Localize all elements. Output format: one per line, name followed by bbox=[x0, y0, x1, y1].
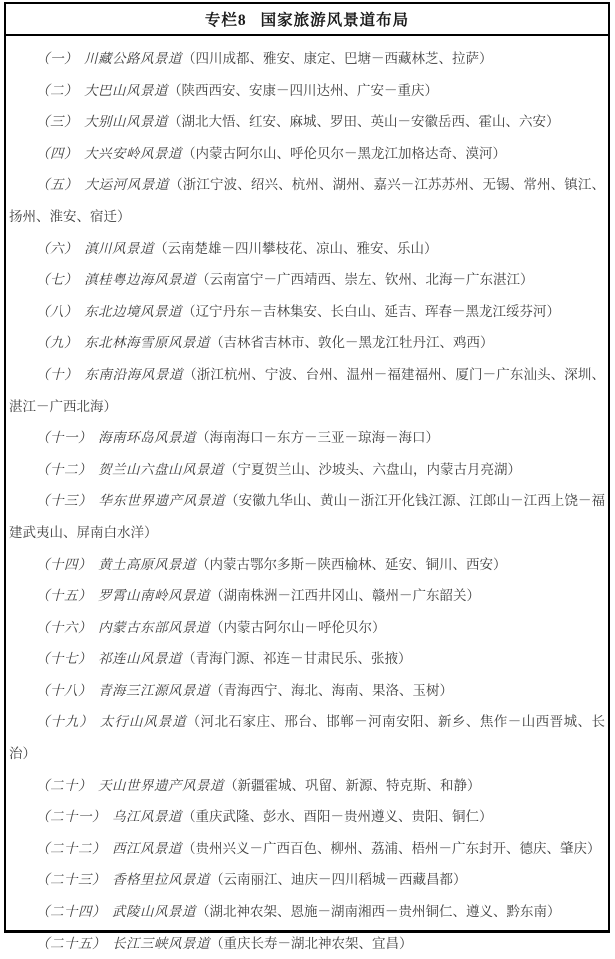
entry-byway-name: 海南环岛风景道 bbox=[98, 430, 197, 446]
entry-number: （二十一） bbox=[36, 809, 106, 825]
entry-route-text: （陕西西安、安康－四川达州、广安－重庆） bbox=[168, 82, 439, 98]
entry-row bbox=[9, 580, 605, 612]
entry-row bbox=[9, 770, 605, 802]
entry-route-text: （内蒙古阿尔山－呼伦贝尔） bbox=[210, 619, 386, 635]
entry-byway-name: 武陵山风景道 bbox=[112, 904, 197, 920]
entry-route-text: （湖南株洲－江西井冈山、赣州－广东韶关） bbox=[210, 588, 481, 604]
entry-route-text: （内蒙古阿尔山、呼伦贝尔－黑龙江加格达奇、漠河） bbox=[182, 145, 507, 161]
entry-number: （十九） bbox=[36, 714, 94, 730]
entry-row bbox=[9, 706, 605, 769]
entry-row bbox=[9, 264, 605, 296]
entry-route-text: （重庆武隆、彭水、酉阳－贵州遵义、贵阳、铜仁） bbox=[182, 809, 493, 825]
entry-number: （十六） bbox=[36, 619, 92, 635]
entry-number: （十二） bbox=[36, 461, 92, 477]
entry-row bbox=[9, 549, 605, 581]
entry-byway-name: 东北边境风景道 bbox=[84, 303, 183, 319]
entry-row bbox=[9, 359, 605, 422]
entry-route-text: （新疆霍城、巩留、新源、特克斯、和静） bbox=[224, 777, 481, 793]
entry-byway-name: 祁连山风景道 bbox=[98, 651, 183, 667]
entry-route-text: （云南丽江、迪庆－四川稻城－西藏昌都） bbox=[210, 872, 467, 888]
entry-byway-name: 乌江风景道 bbox=[112, 809, 183, 825]
entry-route-text: （重庆长寿－湖北神农架、宜昌） bbox=[210, 935, 413, 951]
entry-row bbox=[9, 612, 605, 644]
entry-number: （十五） bbox=[36, 588, 92, 604]
entry-number: （十三） bbox=[36, 493, 93, 509]
entry-byway-name: 长江三峡风景道 bbox=[112, 935, 211, 951]
entry-number: （八） bbox=[36, 303, 78, 319]
entry-byway-name: 东南沿海风景道 bbox=[84, 366, 184, 382]
entry-route-text: （云南富宁－广西靖西、崇左、钦州、北海－广东湛江） bbox=[196, 272, 534, 288]
entry-route-text: （吉林省吉林市、敦化－黑龙江牡丹江、鸡西） bbox=[210, 335, 494, 351]
entry-route-text: （四川成都、雅安、康定、巴塘－西藏林芝、拉萨） bbox=[182, 51, 493, 66]
entry-row bbox=[9, 643, 605, 675]
entry-byway-name: 大别山风景道 bbox=[84, 114, 169, 130]
entry-byway-name: 西江风景道 bbox=[112, 840, 183, 856]
entry-row bbox=[9, 675, 605, 707]
entry-byway-name: 贺兰山六盘山风景道 bbox=[98, 461, 225, 477]
box-title-prefix: 专栏8 bbox=[204, 12, 247, 29]
entry-number: （十八） bbox=[36, 682, 92, 698]
entry-route-text: （安徽九华山、黄山－浙江开化钱江源、江郎山－江西上饶－福建武夷山、屏南白水洋） bbox=[9, 493, 606, 540]
entry-byway-name: 罗霄山南岭风景道 bbox=[98, 588, 211, 604]
entry-route-text: （青海门源、祁连－甘肃民乐、张掖） bbox=[182, 651, 412, 667]
byway-list bbox=[6, 36, 608, 959]
entry-row bbox=[9, 864, 605, 896]
entry-row bbox=[9, 422, 605, 454]
entry-route-text: （云南楚雄－四川攀枝花、凉山、雅安、乐山） bbox=[154, 240, 438, 256]
entry-byway-name: 青海三江源风景道 bbox=[98, 682, 211, 698]
entry-row bbox=[9, 296, 605, 328]
entry-byway-name: 大兴安岭风景道 bbox=[84, 145, 183, 161]
entry-byway-name: 黄土高原风景道 bbox=[98, 556, 197, 572]
entry-byway-name: 大运河风景道 bbox=[84, 177, 170, 193]
entry-row bbox=[9, 833, 605, 865]
entry-row bbox=[9, 928, 605, 959]
entry-byway-name: 川藏公路风景道 bbox=[84, 51, 183, 66]
entry-number: （二十） bbox=[36, 777, 92, 793]
entry-number: （七） bbox=[36, 272, 78, 288]
entry-route-text: （浙江宁波、绍兴、杭州、湖州、嘉兴－江苏苏州、无锡、常州、镇江、扬州、淮安、宿迁） bbox=[9, 177, 606, 224]
entry-byway-name: 滇桂粤边海风景道 bbox=[84, 272, 197, 288]
entry-route-text: （青海西宁、海北、海南、果洛、玉树） bbox=[210, 682, 454, 698]
entry-route-text: （湖北神农架、恩施－湖南湘西－贵州铜仁、遵义、黔东南） bbox=[196, 904, 561, 920]
entry-row bbox=[9, 327, 605, 359]
scenic-byway-box bbox=[4, 2, 610, 951]
entry-number: （十） bbox=[36, 366, 79, 382]
entry-byway-name: 香格里拉风景道 bbox=[112, 872, 211, 888]
entry-number: （二十四） bbox=[36, 904, 106, 920]
entry-row bbox=[9, 138, 605, 170]
entry-number: （一） bbox=[36, 51, 78, 66]
entry-route-text: （湖北大悟、红安、麻城、罗田、英山－安徽岳西、霍山、六安） bbox=[168, 114, 560, 130]
entry-byway-name: 华东世界遗产风景道 bbox=[98, 493, 226, 509]
box-title bbox=[6, 4, 608, 36]
entry-route-text: （辽宁丹东－吉林集安、长白山、延吉、珲春－黑龙江绥芬河） bbox=[182, 303, 561, 319]
entry-row bbox=[9, 43, 605, 75]
entry-row bbox=[9, 169, 605, 232]
entry-number: （二十五） bbox=[36, 935, 106, 951]
entry-byway-name: 滇川风景道 bbox=[84, 240, 155, 256]
entry-number: （九） bbox=[36, 335, 78, 351]
entry-route-text: （浙江杭州、宁波、台州、温州－福建福州、厦门－广东汕头、深圳、湛江－广西北海） bbox=[9, 366, 606, 414]
entry-number: （十七） bbox=[36, 651, 92, 667]
entry-number: （二） bbox=[36, 82, 78, 98]
entry-number: （二十三） bbox=[36, 872, 106, 888]
entry-row bbox=[9, 896, 605, 928]
entry-route-text: （贵州兴义－广西百色、柳州、荔浦、梧州－广东封开、德庆、肇庆） bbox=[182, 840, 601, 856]
entry-number: （十一） bbox=[36, 430, 92, 446]
entry-route-text: （河北石家庄、邢台、邯郸－河南安阳、新乡、焦作－山西晋城、长治） bbox=[9, 714, 606, 762]
entry-number: （十四） bbox=[36, 556, 92, 572]
entry-number: （四） bbox=[36, 145, 78, 161]
entry-number: （五） bbox=[36, 177, 79, 193]
entry-row bbox=[9, 233, 605, 265]
entry-byway-name: 大巴山风景道 bbox=[84, 82, 169, 98]
entry-route-text: （宁夏贺兰山、沙坡头、六盘山，内蒙古月亮湖） bbox=[224, 461, 522, 477]
entry-byway-name: 天山世界遗产风景道 bbox=[98, 777, 225, 793]
entry-byway-name: 内蒙古东部风景道 bbox=[98, 619, 211, 635]
entry-byway-name: 东北林海雪原风景道 bbox=[84, 335, 211, 351]
entry-row bbox=[9, 801, 605, 833]
entry-row bbox=[9, 454, 605, 486]
entry-byway-name: 太行山风景道 bbox=[99, 714, 187, 730]
entry-route-text: （海南海口－东方－三亚－琼海－海口） bbox=[196, 430, 440, 446]
entry-row bbox=[9, 106, 605, 138]
box-title-text: 国家旅游风景道布局 bbox=[260, 12, 410, 29]
entry-number: （三） bbox=[36, 114, 78, 130]
entry-route-text: （内蒙古鄂尔多斯－陕西榆林、延安、铜川、西安） bbox=[196, 556, 507, 572]
entry-row bbox=[9, 485, 605, 548]
entry-number: （六） bbox=[36, 240, 78, 256]
entry-row bbox=[9, 75, 605, 107]
entry-number: （二十二） bbox=[36, 840, 106, 856]
